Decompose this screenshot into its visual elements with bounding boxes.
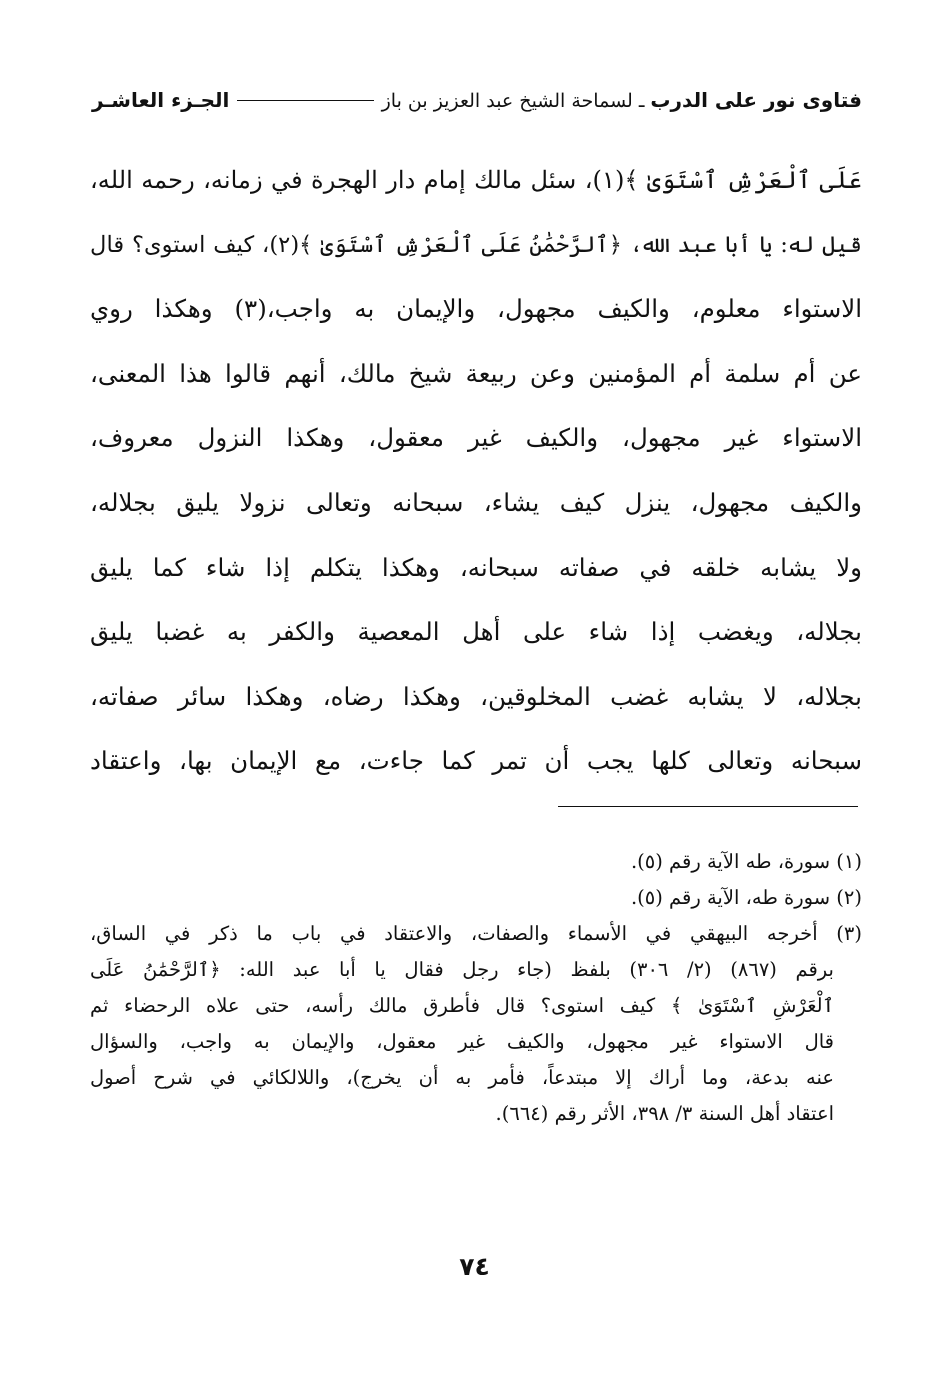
page-number: ٧٤ xyxy=(459,1252,490,1281)
header-title-group xyxy=(382,88,862,112)
text-line: بجلاله، لا يشابه غضب المخلوقين، وهكذا رضاه، وهكذا سائر صفاته، xyxy=(90,681,862,711)
volume-label: الجـزء العاشـر xyxy=(92,88,230,112)
text-line: سبحانه وتعالى كلها يجب أن تمر كما جاءت، مع الإيمان بها، واعتقاد xyxy=(90,746,862,776)
text-line: بجلاله، ويغضب إذا شاء على أهل المعصية والكفر به غضبا يليق xyxy=(90,617,862,647)
footnote-3-line: اعتقاد أهل السنة ٣/ ٣٩٨، الأثر رقم (٦٦٤). xyxy=(495,1102,834,1125)
footnote-3-line: (٣) أخرجه البيهقي في الأسماء والصفات، والاعتقاد في باب ما ذكر في الساق، xyxy=(90,922,862,945)
footnote-3-line: قال الاستواء غير مجهول، والكيف غير معقول، والإيمان به واجب، والسؤال xyxy=(90,1030,834,1053)
author-name: ـ لسماحة الشيخ عبد العزيز بن باز xyxy=(381,90,645,112)
footnote-separator xyxy=(558,806,858,807)
text-line: الاستواء غير مجهول، والكيف غير معقول، وهكذا النزول معروف، xyxy=(90,423,862,453)
footnote-3-line: برقم (٨٦٧) (٢/ ٣٠٦) بلفظ (جاء رجل فقال يا أبا عبد الله: ﴿ٱلرَّحْمَٰنُ عَلَى xyxy=(90,958,834,981)
text-line: قيل له: يا أبا عبد الله، ﴿ٱلرَّحْمَٰنُ عَلَى ٱلْعَرْشِ ٱسْتَوَىٰ ﴾(٢)، كيف استوى؟ قال xyxy=(90,231,862,258)
footnote-2: (٢) سورة طه، الآية رقم (٥). xyxy=(630,886,862,909)
footnote-1: (١) سورة، طه الآية رقم (٥). xyxy=(630,850,862,873)
running-header xyxy=(92,88,862,112)
main-text xyxy=(90,148,862,794)
text-line: عَلَى ٱلْعَرْشِ ٱسْتَوَىٰ ﴾(١)، سئل مالك إمام دار الهجرة في زمانه، رحمه الله، xyxy=(90,166,862,194)
header-rule xyxy=(237,100,373,101)
text-line: ولا يشابه خلقه في صفاته سبحانه، وهكذا يتكلم إذا شاء كما يليق xyxy=(90,552,862,582)
text-line: الاستواء معلوم، والكيف مجهول، والإيمان به واجب،(٣) وهكذا روي xyxy=(90,294,863,324)
text-line: عن أم سلمة أم المؤمنين وعن ربيعة شيخ مالك، أنهم قالوا هذا المعنى، xyxy=(90,358,862,388)
footnote-3-line: ٱلْعَرْشِ ٱسْتَوَىٰ ﴾ كيف استوى؟ قال فأطرق مالك رأسه، حتى علاه الرحضاء ثم xyxy=(90,994,834,1017)
footnote-3-line: عنه بدعة، وما أراك إلا مبتدعاً، فأمر به أن يخرج)، واللالكائي في شرح أصول xyxy=(90,1066,834,1089)
text-line: والكيف مجهول، ينزل كيف يشاء، سبحانه وتعالى نزولا يليق بجلاله، xyxy=(90,487,862,517)
book-title: فتاوى نور على الدرب xyxy=(650,88,862,112)
footnotes xyxy=(90,844,862,1132)
